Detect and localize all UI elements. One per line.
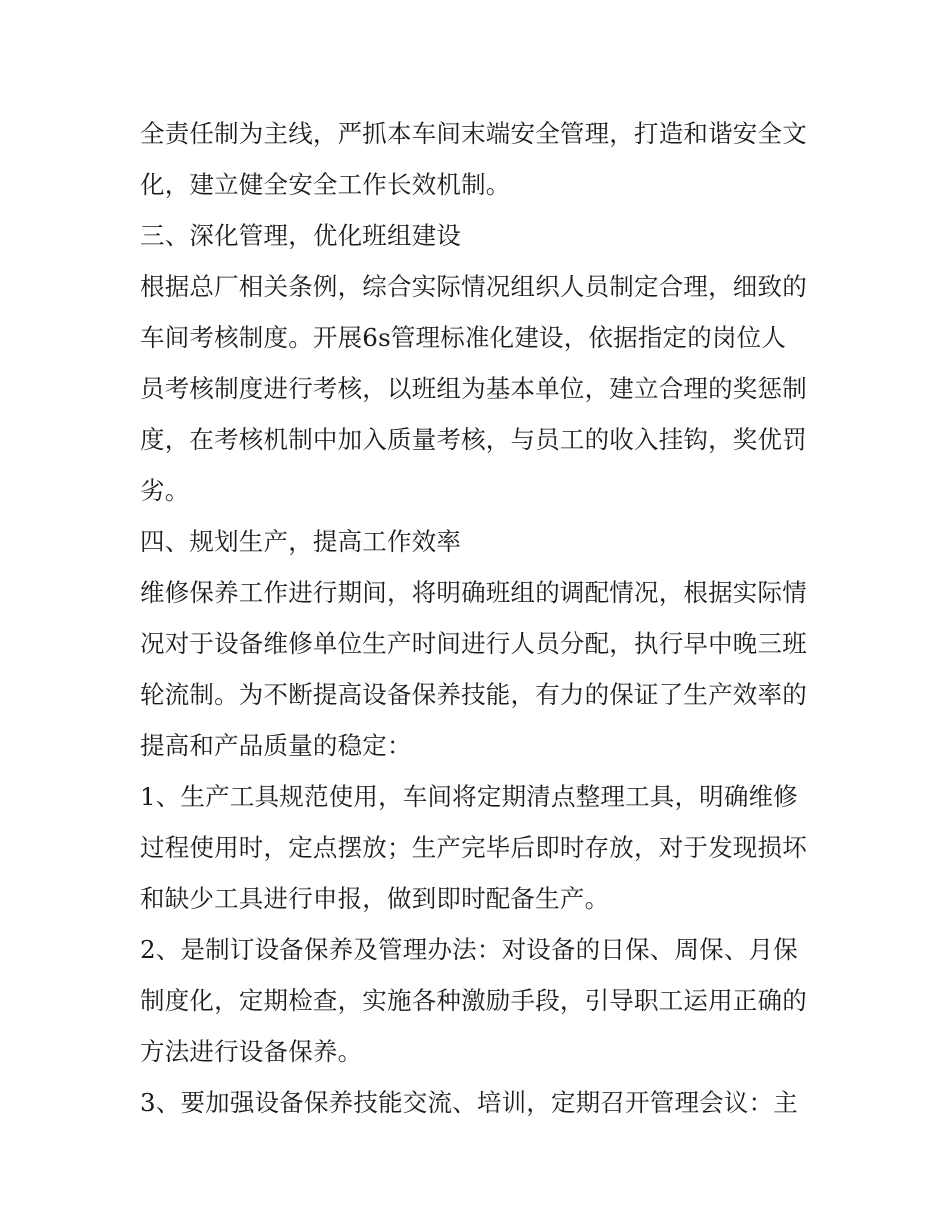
list-item-2: 2、是制订设备保养及管理办法：对设备的日保、周保、月保: [140, 935, 798, 964]
paragraph-line: 况对于设备维修单位生产时间进行人员分配，执行早中晚三班: [140, 629, 807, 658]
section-heading-3: 三、深化管理，优化班组建设: [140, 221, 462, 250]
paragraph-line: 提高和产品质量的稳定：: [140, 731, 412, 760]
section-heading-4: 四、规划生产，提高工作效率: [140, 527, 462, 556]
list-item-3: 3、要加强设备保养技能交流、培训，定期召开管理会议：主: [140, 1088, 798, 1117]
paragraph-line: 全责任制为主线，严抓本车间末端安全管理，打造和谐安全文: [140, 119, 807, 148]
paragraph-line: 和缺少工具进行申报，做到即时配备生产。: [140, 884, 610, 913]
paragraph-line: 车间考核制度。开展6s管理标准化建设，依据指定的岗位人: [140, 323, 787, 352]
paragraph-line: 化，建立健全安全工作长效机制。: [140, 170, 511, 199]
paragraph-line: 过程使用时，定点摆放；生产完毕后即时存放，对于发现损坏: [140, 833, 807, 862]
paragraph-line: 度，在考核机制中加入质量考核，与员工的收入挂钩，奖优罚: [140, 425, 807, 454]
paragraph-line: 根据总厂相关条例，综合实际情况组织人员制定合理，细致的: [140, 272, 807, 301]
paragraph-line: 员考核制度进行考核，以班组为基本单位，建立合理的奖惩制: [140, 374, 807, 403]
paragraph-line: 轮流制。为不断提高设备保养技能，有力的保证了生产效率的: [140, 680, 807, 709]
document-body: [140, 108, 820, 1128]
paragraph-line: 方法进行设备保养。: [140, 1037, 363, 1066]
list-item-1: 1、生产工具规范使用，车间将定期清点整理工具，明确维修: [140, 782, 798, 811]
paragraph-line: 维修保养工作进行期间，将明确班组的调配情况，根据实际情: [140, 578, 807, 607]
paragraph-line: 制度化，定期检查，实施各种激励手段，引导职工运用正确的: [140, 986, 807, 1015]
paragraph-line: 劣。: [140, 476, 190, 505]
